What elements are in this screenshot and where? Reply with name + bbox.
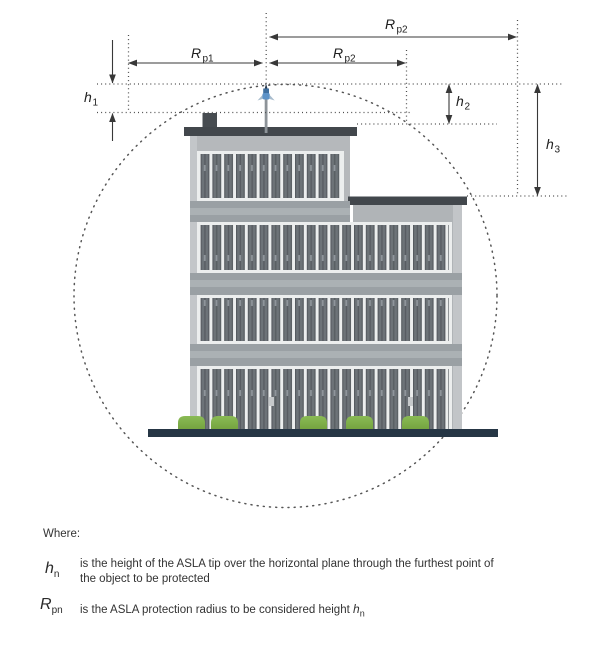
label-rp2-top-sub: p2 xyxy=(396,24,408,36)
windows xyxy=(200,154,341,198)
label-h1-sub: 1 xyxy=(92,97,99,109)
asla-rod xyxy=(258,84,275,134)
definition-rpn xyxy=(80,602,560,621)
term-hn-main: h xyxy=(45,560,54,577)
roof-parapet-right xyxy=(348,197,467,206)
label-rp1: R xyxy=(191,45,202,61)
asla-fin-left xyxy=(258,95,263,101)
definition-rpn-ref xyxy=(353,602,365,619)
asla-tip xyxy=(265,84,268,90)
definition-rpn-ref-main: h xyxy=(353,602,360,616)
label-h2-sub: 2 xyxy=(464,101,471,113)
door-handle xyxy=(269,397,274,406)
chimney xyxy=(203,113,218,129)
definition-hn: is the height of the ASLA tip over the horizontal plane through the furthest point of the object to be protected xyxy=(80,558,494,585)
ground-bar xyxy=(148,429,498,437)
label-rp2-top: R xyxy=(385,16,396,32)
label-rp2-mid-sub: p2 xyxy=(344,53,356,65)
windows xyxy=(200,225,449,270)
windows xyxy=(200,298,449,341)
window-row-top xyxy=(197,151,344,201)
term-rpn-sub: pn xyxy=(51,605,63,617)
term-rpn-main: R xyxy=(40,596,52,613)
label-rp2-mid: R xyxy=(333,45,344,61)
asla-head-lower xyxy=(262,93,269,100)
label-h1: h xyxy=(84,89,92,105)
floor-band-3-highlight xyxy=(190,351,462,358)
asla-mast xyxy=(265,99,268,133)
asla-head-upper xyxy=(263,89,269,94)
window-row-2 xyxy=(197,222,452,273)
label-h3: h xyxy=(546,136,554,152)
definition-rpn-text: is the ASLA protection radius to be considered height xyxy=(80,604,353,616)
wall-edge-right xyxy=(453,205,462,429)
floor-band-2-highlight xyxy=(190,280,462,287)
roof-parapet-main xyxy=(184,127,357,136)
label-h3-sub: 3 xyxy=(554,144,561,156)
label-rp1-sub: p1 xyxy=(202,53,214,65)
definition-rpn-ref-sub: n xyxy=(359,608,365,619)
building-illustration xyxy=(148,113,498,437)
term-hn xyxy=(45,560,59,580)
where-label: Where: xyxy=(43,528,81,540)
floor-band-1-highlight xyxy=(190,208,350,215)
asla-fin-right xyxy=(270,95,275,101)
label-h2: h xyxy=(456,93,464,109)
term-rpn xyxy=(40,596,63,616)
legend-definitions xyxy=(0,520,600,655)
term-hn-sub: n xyxy=(53,569,60,581)
window-row-3 xyxy=(197,295,452,344)
door-handle xyxy=(408,397,413,406)
